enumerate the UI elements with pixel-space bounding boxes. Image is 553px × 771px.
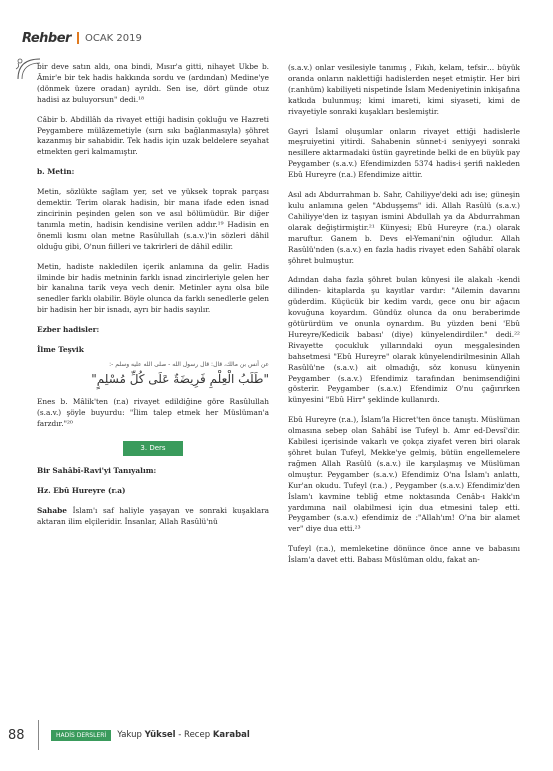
- paragraph: (s.a.v.) onlar vesilesiyle tanımış , Fıkıh, kelam, tefsir… büyük oranda onların naklettiği hadislerden neşet etmiştir. Her biri (r.anhüm) kabiliyeti nispetinde İslam Medeniyetinin inkişafına katkıda bulunmuş; kimi imareti, kimi siyaseti, kimi de rivayetiyle sonraki kuşakları beslemiştir.: [288, 63, 520, 116]
- page-number: 88: [8, 727, 25, 743]
- section-heading-ezber: Ezber hadisler:: [37, 325, 100, 335]
- paragraph: [37, 506, 269, 528]
- paragraph: Metin, hadiste nakledilen içerik anlamına da gelir. Hadis ilminde bir hadis metninin farklı isnad zincirleriyle gelen her bir kanalına tarik veya vech denir. Metinler aynı olsa bile senedler farklı olabilir. Böyle olunca da farklı senedlerle gelen bir hadisin her bir isnadı, ayrı bir hadis sayılır.: [37, 261, 269, 315]
- paragraph-text: İslam'ı saf haliyle yaşayan ve sonraki kuşaklara aktaran ilim elçileridir. İnsanlar, Allah Rasûlü'nü: [37, 506, 269, 527]
- paragraph: bir deve satın aldı, ona bindi, Mısır'a gitti, nihayet Ukbe b. Âmir'e bir tek hadis hakkında sordu ve (ardından) Medine'ye (dönmek üzere oradan) ayrıldı. Sen ise, dört günde otuz hadisi az buluyorsun" dedi.¹⁸: [37, 62, 269, 104]
- paragraph: Ebû Hureyre (r.a.), İslam'la Hicret'ten önce tanıştı. Müslüman olmasına sebep olan Sahâbî ise Tufeyl b. Amr ed-Devsî'dir. Kabilesi içerisinde vakarlı ve çokça ziyafet veren biri olarak şöhret bulan Tufeyl, Mekke'ye gelmiş, bütün engellemelere rağmen Allah Rasûlü (s.a.v.) ile karşılaşmış ve Müslüman olmuştur. Peygamber (s.a.v.) Efendimiz O'na İslam'ı anlattı, Kur'an okudu. Tufeyl (r.a.) , Peygamber (s.a.v.) Efendimiz'den İslam'ı kavmine tebliğ etme noktasında Cenâb-ı Hakk'ın yardımına nail olabilmesi için dua etmesini talep etti. Peygamber (s.a.v.) efendimiz de :"Allah'ım! O'na bir alamet ver" diye dua etti.²³: [288, 415, 520, 534]
- page-footer: [8, 726, 250, 744]
- lesson-badge: 3. Ders: [123, 441, 183, 456]
- paragraph: Enes b. Mâlik'ten (r.a) rivayet edildiğine göre Rasûlullah (s.a.v.) şöyle buyurdu: "İlim talep etmek her Müslüman'a farzdır."²⁰: [37, 396, 269, 428]
- header-divider: [77, 32, 79, 44]
- section-heading-ilme: İlme Teşvik: [37, 345, 84, 355]
- section-badge: HADİS DERSLERİ: [51, 730, 111, 741]
- section-heading-ebu-hureyre: Hz. Ebû Hureyre (r.a): [37, 486, 126, 496]
- section-heading-sahabi: Bir Sahâbî-Ravi'yi Tanıyalım:: [37, 466, 157, 476]
- page-header: [22, 30, 142, 46]
- paragraph: Asıl adı Abdurrahman b. Sahr, Cahiliyye'deki adı ise; güneşin kulu anlamına gelen "Abduşşems" idi. Allah Rasûlü (s.a.v.) Cahiliyye'den iz taşıyan ismini Abdullah ya da Abdurrahman olarak değiştirmiştir.²¹ Künyesi; Ebû Hureyre (r.a.) olarak maruftur. Ganem b. Devs el-Yemani'nin oğludur. Allah Rasûlü'nden (s.a.v.) en fazla hadis rivayet eden Sahâbî olarak şöhret bulmuştur.: [288, 190, 520, 265]
- paragraph: Adından daha fazla şöhret bulan künyesi ile alakalı -kendi dilinden- kitaplarda şu kayıtlar vardır: "Ailemin davarını güderdim. Küçücük bir kedim vardı, gece onu bir ağacın kovuğuna koyardım. Gündüz olunca da onu beraberimde götürürdüm ve onunla oynardım. Bu yüzden beni 'Ebû Hureyre/Kedicik babası' (diye) künyelendirdiler." dedi.²² Rivayette çocukluk yıllarındaki oyun meşgalesinden bahsetmesi "Ebû Hureyre" olarak künyelendirilmesinin Allah Rasûlü'ne (s.a.v.) ait olmadığı, söz konusu künyenin Peygamber (s.a.v.) Efendimiz tarafından benimsendiğini gösterir. Peygamber (s.a.v.) Efendimiz O'nu çağırırken künyesini "Ebû Hirr" şeklinde kullanırdı.: [288, 275, 520, 405]
- arabic-hadith: "طَلَبُ الْعِلْمِ فَرِيضَةٌ عَلَى كُلِّ مُسْلِمٍ": [91, 371, 269, 386]
- paragraph: Metin, sözlükte sağlam yer, set ve yüksek toprak parçası demektir. Terim olarak hadisin, bir mana ifade eden isnad zincirinin peşinden gelen son ve asıl bölümüdür. Bir diğer tanımla metin, hadisin kendisine verilen addır.¹⁹ Hadisin en önemli kısmı olan metne Rasûlullah (s.a.v.)'in sözleri dâhil olduğu gibi, O'nun fiilleri ve takrirleri de dâhil edilir.: [37, 187, 269, 251]
- paragraph: Gayri İslamî oluşumlar onların rivayet ettiği hadislerle meşruiyetini yitirdi. Sahabenin sünnet-i seniyyeyi sonraki nesillere aktarmadaki üstün gayretinde belki de en büyük pay Peygamber (s.a.v.) Efendimizden 5374 hadis-i şerifi nakleden Ebû Hureyre (r.a.) Efendimize aittir.: [288, 126, 520, 180]
- paragraph: Tufeyl (r.a.), memleketine dönünce önce anne ve babasını İslam'a davet etti. Babası Müslüman oldu, fakat an-: [288, 544, 520, 565]
- arabic-isnad: عن أنس بن مالك، قال: قال رسول الله - صلى الله عليه وسلم -:: [109, 360, 269, 368]
- right-column: [288, 63, 520, 575]
- footer-divider: [38, 720, 39, 750]
- paragraph: Câbir b. Abdillâh da rivayet ettiği hadisin çokluğu ve Hazreti Peygambere mülâzemetiyle (sırn sıkı bağlanmasıyla) şöhret kazanmış bir sahabidir. Tek hadis için uzak beldelere seyahat etmekten geri kalmamıştır.: [37, 114, 269, 157]
- magazine-brand: Rehber: [22, 30, 71, 46]
- left-column: [37, 62, 269, 537]
- authors: Yakup Yüksel - Recep Karabal: [117, 730, 250, 740]
- section-heading-metin: b. Metin:: [37, 167, 75, 177]
- bold-term: Sahabe: [37, 506, 67, 516]
- issue-date: OCAK 2019: [84, 32, 142, 44]
